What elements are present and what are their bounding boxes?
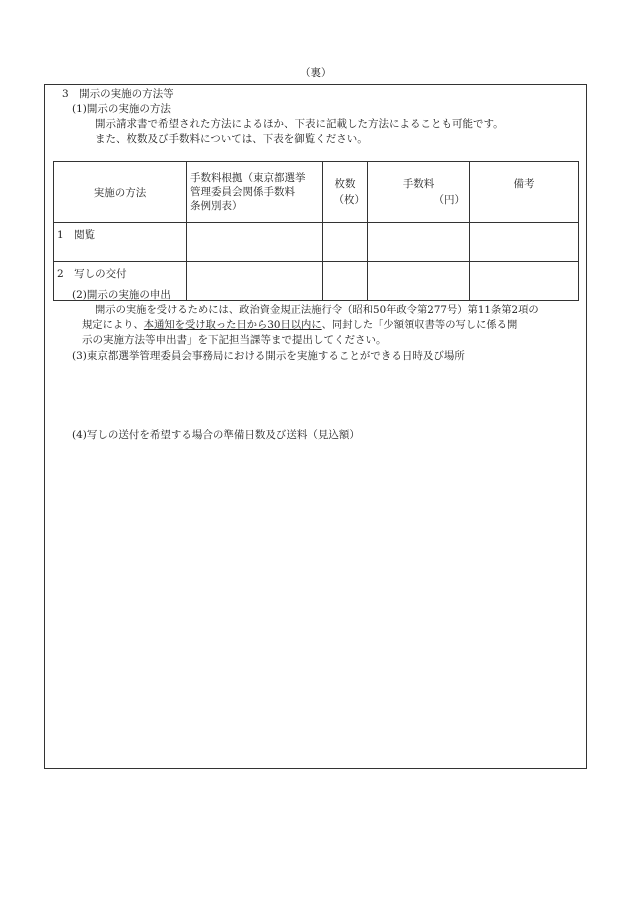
header-fee-unit: （円） (433, 194, 465, 206)
row2-remarks (470, 262, 579, 301)
table-row (54, 223, 579, 262)
header-fee (368, 162, 470, 223)
item2-heading: (2)開示の実施の申出 (72, 289, 171, 301)
item4-heading: (4)写しの送付を希望する場合の準備日数及び送料（見込額） (72, 429, 360, 441)
header-count (323, 162, 368, 223)
row2-basis (187, 262, 323, 301)
row1-fee (368, 223, 470, 262)
item3-heading: (3)東京都選挙管理委員会事務局における開示を実施することができる日時及び場所 (72, 350, 465, 362)
row1-count (323, 223, 368, 262)
row1-remarks (470, 223, 579, 262)
deadline-underlined: 本通知を受け取った日から30日以内に (143, 319, 322, 331)
header-remarks: 備考 (470, 162, 579, 223)
row2-fee (368, 262, 470, 301)
header-method: 実施の方法 (54, 162, 187, 223)
fee-table-header-row (54, 162, 579, 223)
page-side-label: （裏） (300, 67, 332, 79)
section-title: 3 開示の実施の方法等 (62, 88, 174, 100)
header-fee-basis-line2: 管理委員会関係手数料 (190, 186, 295, 198)
header-fee-label: 手数料 (402, 178, 435, 190)
row2-method: 2 写しの交付 (54, 262, 187, 301)
item1-heading: (1)開示の実施の方法 (72, 103, 171, 115)
item2-line2: 規定により、本通知を受け取った日から30日以内に、同封した「少額領収書等の写しに係る開 (82, 319, 518, 331)
row1-basis (187, 223, 323, 262)
row2-count (323, 262, 368, 301)
header-count-unit: （枚） (333, 194, 365, 206)
header-fee-basis-line3: 条例別表） (190, 200, 243, 212)
item2-line3: 示の実施方法等申出書」を下記担当課等まで提出してください。 (82, 334, 387, 346)
item2-line1: 開示の実施を受けるためには、政治資金規正法施行令（昭和50年政令第277号）第11条第2項の (95, 304, 539, 316)
header-fee-basis-line1: 手数料根拠（東京都選挙 (190, 172, 306, 184)
row1-method: 1 閲覧 (54, 223, 187, 262)
header-fee-basis (187, 162, 323, 223)
item1-line1: 開示請求書で希望された方法によるほか、下表に記載した方法によることも可能です。 (95, 118, 504, 130)
fee-table (53, 161, 579, 301)
item1-line2: また、枚数及び手数料については、下表を御覧ください。 (95, 133, 368, 145)
header-count-label: 枚数 (334, 178, 356, 190)
